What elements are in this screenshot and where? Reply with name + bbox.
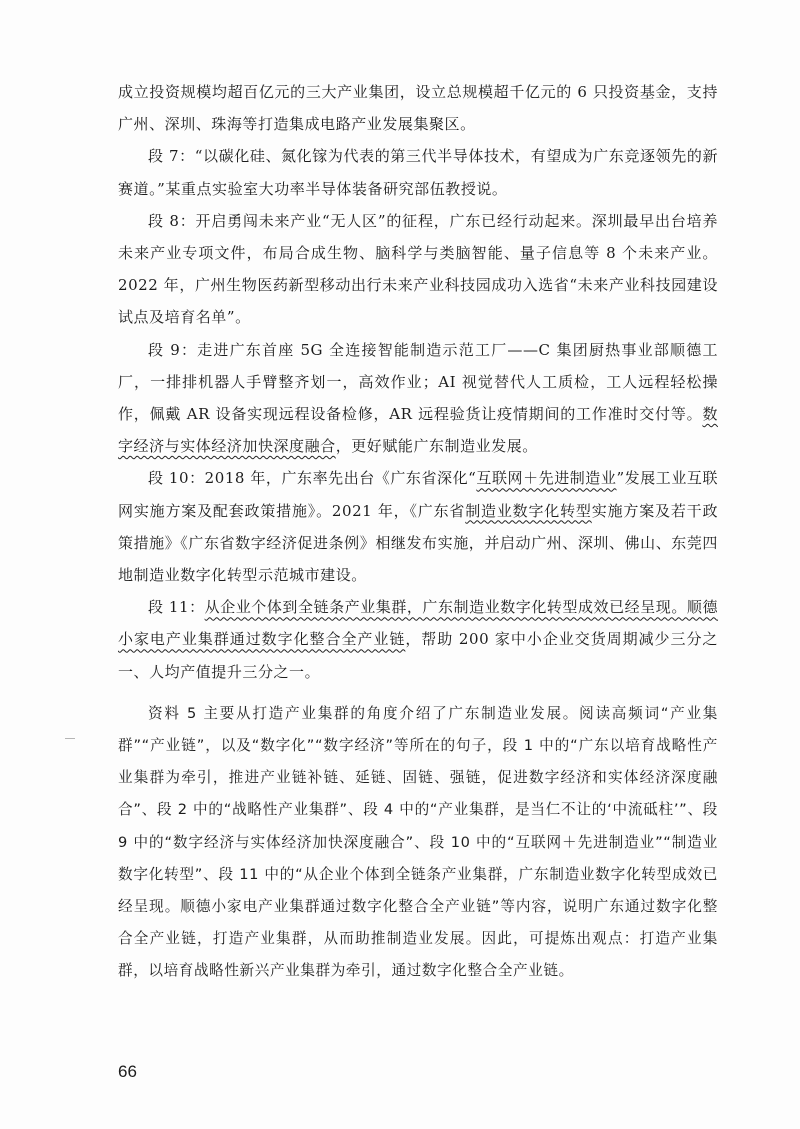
page-body — [118, 76, 718, 988]
page-number: 66 — [118, 1062, 137, 1081]
intro-paragraph: 成立投资规模均超百亿元的三大产业集团，设立总规模超千亿元的 6 只投资基金，支持广州、深圳、珠海等打造集成电路产业发展集聚区。 — [118, 83, 718, 134]
paragraph-10 — [118, 462, 718, 591]
paragraph-9-highlight: 数字经济与实体经济加快深度融合 — [118, 405, 718, 456]
paragraph-7: 段 7：“以碳化硅、氮化镓为代表的第三代半导体技术，有望成为广东竞逐领先的新赛道。”某重点实验室大功率半导体装备研究部伍教授说。 — [118, 147, 718, 198]
paragraph-9-tail: ，更好赋能广东制造业发展。 — [335, 437, 538, 456]
paragraph-11 — [118, 591, 718, 688]
paragraph-9-main: 段 9：走进广东首座 5G 全连接智能制造示范工厂——C 集团厨热事业部顺德工厂，一排排机器人手臂整齐划一，高效作业；AI 视觉替代人工质检，工人远程轻松操作，佩戴 AR 设备实现远程设备检修，AR 远程验货让疫情期间的工作准时交付等。 — [118, 340, 718, 424]
paragraph-10-highlight-1: 互联网＋先进制造业 — [476, 469, 617, 488]
paragraph-9 — [118, 334, 718, 463]
paragraph-11-tail: ，帮助 200 家中小企业交货周期减少三分之一、人均产值提升三分之一。 — [118, 630, 718, 681]
paragraph-11-highlight: 从企业个体到全链条产业集群，广东制造业数字化转型成效已经呈现。顺德小家电产业集群通过数字化整合全产业链 — [118, 598, 719, 649]
paragraph-10-highlight-2: 制造业数字化转型 — [465, 501, 592, 520]
margin-mark — [65, 738, 75, 739]
paragraph-10-part2: ”发展工业互联网实施方案及配套政策措施》。2021 年，《广东省 — [118, 469, 719, 520]
paragraph-11-lead: 段 11： — [148, 598, 205, 617]
paragraph-10-part3: 实施方案及若干政策措施》《广东省数字经济促进条例》相继发布实施，并启动广州、深圳、佛山、东莞四地制造业数字化转型示范城市建设。 — [118, 501, 718, 585]
paragraph-10-part1: 段 10：2018 年，广东率先出台《广东省深化“ — [148, 469, 477, 488]
analysis-paragraph: 资料 5 主要从打造产业集群的角度介绍了广东制造业发展。阅读高频词“产业集群”“产业链”，以及“数字化”“数字经济”等所在的句子，段 1 中的“广东以培育战略性产业集群为牵引，推进产业链补链、延链、固链、强链，促进数字经济和实体经济深度融合”、段 2 中的“战略性产业集群”、段 4 中的“产业集群，是当仁不让的‘中流砥柱’”、段 9 中的“数字经济与实体经济加快深度融合”、段 10 中的“互联网＋先进制造业”“制造业数字化转型”、段 11 中的“从企业个体到全链条产业集群，广东制造业数字化转型成效已经呈现。顺德小家电产业集群通过数字化整合全产业链”等内容，说明广东通过数字化整合全产业链，打造产业集群，从而助推制造业发展。因此，可提炼出观点：打造产业集群，以培育战略性新兴产业集群为牵引，通过数字化整合全产业链。 — [118, 704, 718, 980]
paragraph-8: 段 8：开启勇闯未来产业“无人区”的征程，广东已经行动起来。深圳最早出台培养未来产业专项文件，布局合成生物、脑科学与类脑智能、量子信息等 8 个未来产业。2022 年，广州生物医药新型移动出行未来产业科技园成功入选省“未来产业科技园建设试点及培育名单”。 — [118, 211, 718, 327]
